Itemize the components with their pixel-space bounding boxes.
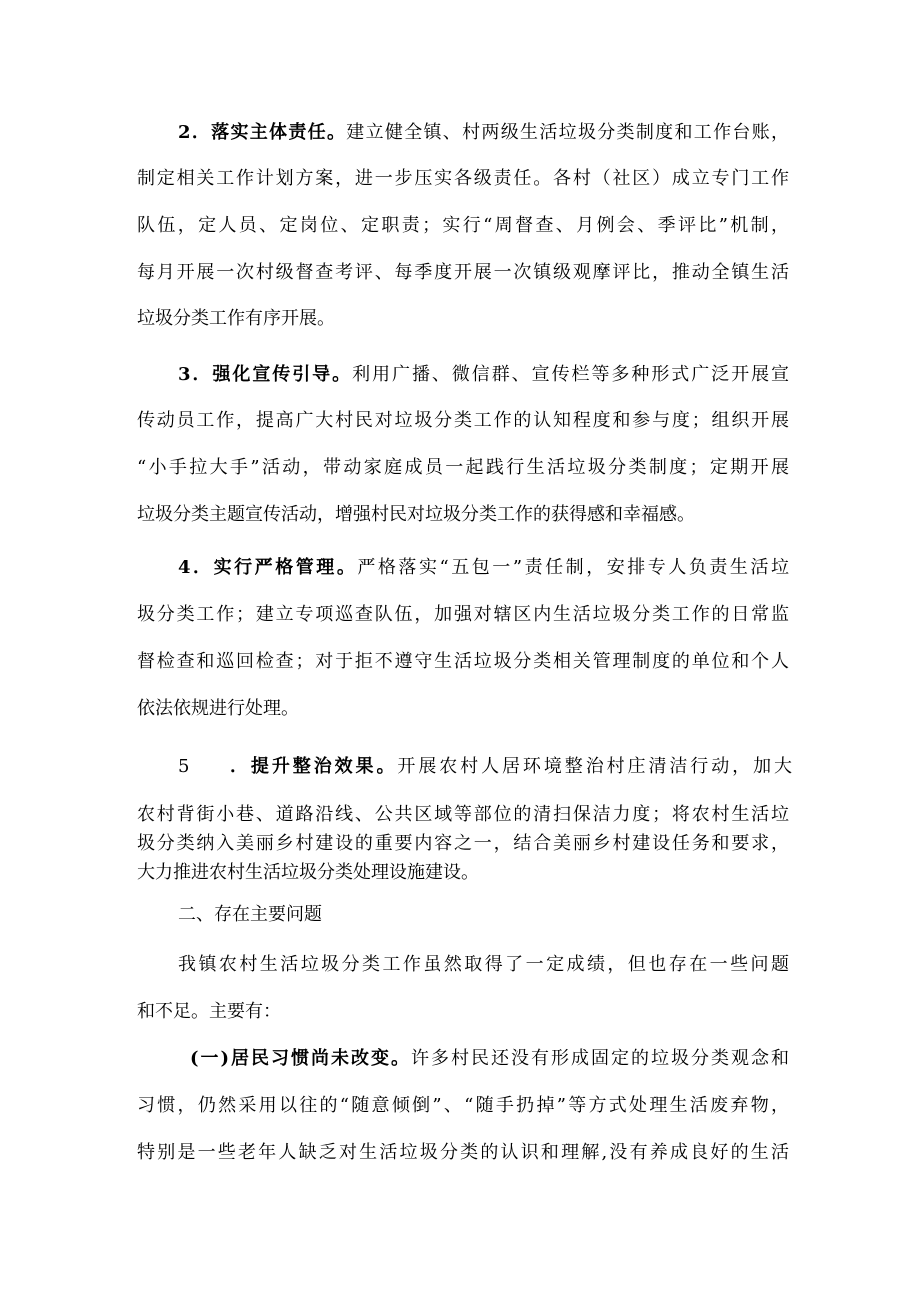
section-5-line-1	[0, 750, 920, 784]
section-4-last-line: 依法依规进行处理。	[137, 698, 299, 719]
part-2-intro-line-2	[0, 995, 920, 1029]
part-2-intro-last: 和不足。主要有：	[137, 1001, 281, 1022]
section-4-number: 4．	[178, 557, 214, 578]
section-5-first-line: 开展农村人居环境整治村庄清洁行动，加大	[397, 756, 793, 777]
problem-1-first-line: 许多村民还没有形成固定的垃圾分类观念和	[411, 1048, 789, 1069]
problem-1-line-2	[0, 1089, 920, 1123]
section-3-line-4	[0, 498, 920, 532]
section-3-last-line: 垃圾分类主题宣传活动，增强村民对垃圾分类工作的获得感和幸福感。	[137, 504, 695, 525]
section-5-text: 农村背街小巷、道路沿线、公共区域等部位的清扫保洁力度；将农村生活垃	[137, 804, 789, 825]
section-4-text: 督检查和巡回检查；对于拒不遵守生活垃圾分类相关管理制度的单位和个人	[137, 651, 789, 672]
part-2-heading: 二、存在主要问题	[178, 904, 322, 925]
section-3-number: 3．	[178, 364, 213, 385]
section-2-line-5	[0, 302, 920, 336]
problem-1-line-1	[0, 1042, 920, 1076]
section-2-title: 落实主体责任。	[211, 122, 347, 143]
part-2-intro: 我镇农村生活垃圾分类工作虽然取得了一定成绩，但也存在一些问题	[178, 954, 789, 975]
problem-1-line-3	[0, 1136, 920, 1170]
section-2-first-line: 建立健全镇、村两级生活垃圾分类制度和工作台账，	[346, 122, 789, 143]
section-2-line-3	[0, 209, 920, 243]
section-2-text: 队伍，定人员、定岗位、定职责；实行“周督查、月例会、季评比”机制，	[137, 215, 789, 236]
section-2-text: 每月开展一次村级督查考评、每季度开展一次镇级观摩评比，推动全镇生活	[137, 262, 789, 283]
section-2-line-1	[0, 116, 920, 150]
section-2-line-2	[0, 162, 920, 196]
section-4-line-4	[0, 692, 920, 726]
section-5-last-line: 大力推进农村生活垃圾分类处理设施建设。	[137, 862, 479, 883]
section-5-text: 圾分类纳入美丽乡村建设的重要内容之一，结合美丽乡村建设任务和要求，	[137, 833, 789, 854]
section-4-title: 实行严格管理。	[213, 557, 358, 578]
section-2-last-line: 垃圾分类工作有序开展。	[137, 308, 335, 329]
section-4-text: 圾分类工作；建立专项巡查队伍，加强对辖区内生活垃圾分类工作的日常监	[137, 604, 789, 625]
section-5-number: 5	[178, 756, 190, 777]
section-3-title: 强化宣传引导。	[212, 364, 353, 385]
part-2-intro-line-1	[0, 948, 920, 982]
section-4-line-1	[0, 551, 920, 585]
section-3-line-2	[0, 404, 920, 438]
section-3-text: 传动员工作，提高广大村民对垃圾分类工作的认知程度和参与度；组织开展	[137, 410, 789, 431]
problem-1-text: 习惯，仍然采用以往的“随意倾倒”、“随手扔掉”等方式处理生活废弃物，	[137, 1095, 789, 1116]
problem-1-text: 特别是一些老年人缺乏对生活垃圾分类的认识和理解,没有养成良好的生活	[137, 1142, 789, 1163]
section-2-number: 2．	[178, 122, 212, 143]
section-5-title: ．提升整治效果。	[230, 756, 398, 777]
part-2-heading-line	[0, 898, 920, 932]
section-4-line-2	[0, 598, 920, 632]
section-3-line-1	[0, 358, 920, 392]
section-3-first-line: 利用广播、微信群、宣传栏等多种形式广泛开展宣	[352, 364, 790, 385]
section-3-line-3	[0, 451, 920, 485]
section-2-text: 制定相关工作计划方案，进一步压实各级责任。各村（社区）成立专门工作	[137, 168, 789, 189]
section-4-line-3	[0, 645, 920, 679]
problem-1-title: (一)居民习惯尚未改变。	[190, 1048, 412, 1069]
section-4-first-line: 严格落实“五包一”责任制，安排专人负责生活垃	[357, 557, 790, 578]
section-3-text: “小手拉大手”活动，带动家庭成员一起践行生活垃圾分类制度；定期开展	[137, 457, 789, 478]
section-2-line-4	[0, 256, 920, 290]
section-5-line-4	[0, 856, 920, 890]
